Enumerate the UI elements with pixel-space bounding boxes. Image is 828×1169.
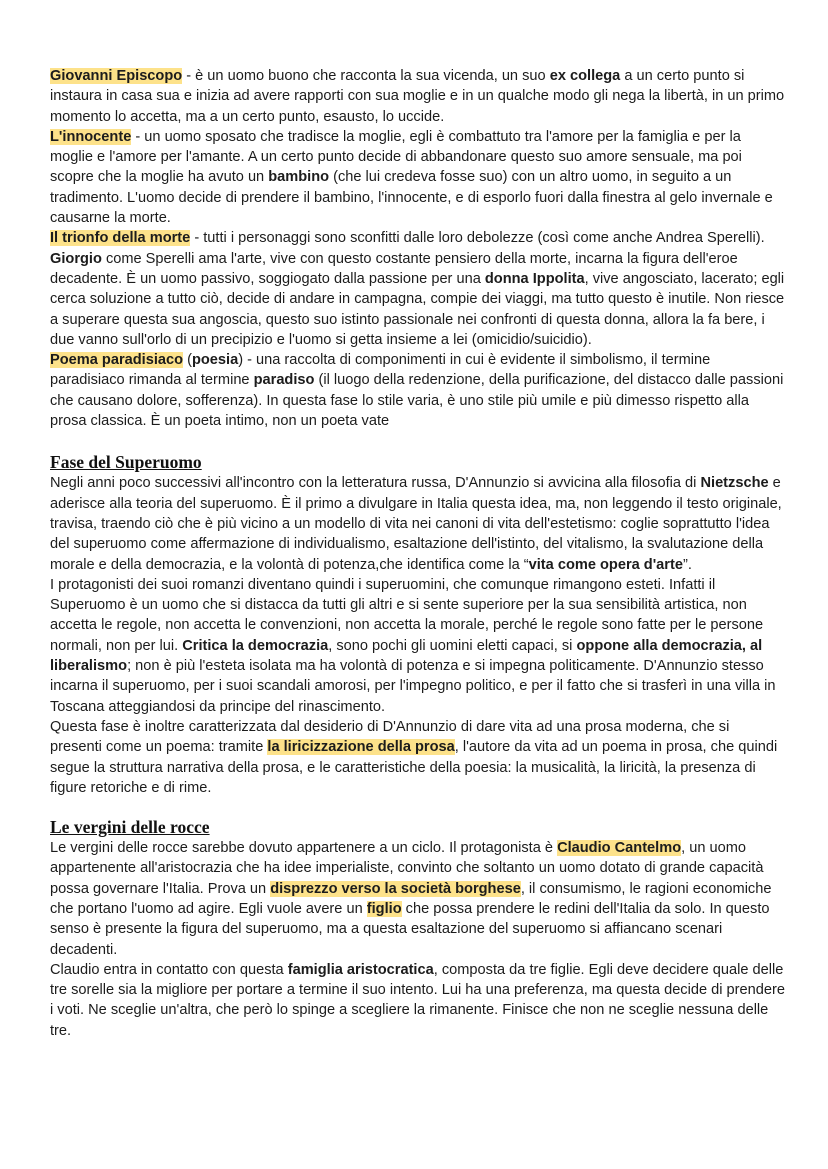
text-run: , il consumismo, le ragioni economiche che portano l'uomo ad agire. Egli vuole avere un [50, 880, 772, 917]
paragraph [50, 473, 785, 574]
text-run: Le vergini delle rocce sarebbe dovuto appartenere a un ciclo. Il protagonista è [50, 840, 558, 857]
section-body-vergini [50, 838, 785, 1041]
text-run: Negli anni poco successivi all'incontro con la letteratura russa, D'Annunzio si avvicina alla filosofia di [50, 475, 701, 492]
highlighted-term: Giovanni Episcopo [50, 68, 183, 84]
text-run: - tutti i personaggi sono sconfitti dalle loro debolezze (così come anche Andrea Sperelli). [190, 230, 765, 247]
highlighted-term: Claudio Cantelmo [557, 840, 682, 857]
bold-term: oppone alla democrazia, al liberalismo [50, 637, 763, 675]
bold-term: donna Ippolita [484, 270, 585, 287]
bold-term: Nietzsche [700, 475, 769, 492]
highlighted-term: L'innocente [50, 128, 132, 145]
text-run: ; non è più l'esteta isolata ma ha volontà di potenza e si impegna politicamente. D'Annunzio stesso incarna il superuomo, per i suoi scandali amorosi, per l'impegno politico, e per il fatto che si trasferì in una villa in Toscana atteggiandosi da principe del rinascimento. [50, 658, 776, 715]
text-run: , un uomo appartenente all'aristocrazia che ha idee imperialiste, convinto che soltanto un uomo dotato di grande capacità possa governare l'Italia. Prova un [50, 840, 764, 897]
section-title-vergini: Le vergini delle rocce [50, 817, 210, 838]
intro-block [50, 66, 785, 431]
text-run: come Sperelli ama l'arte, vive con questo costante pensiero della morte, incarna la figura dell'eroe decadente. È un uomo passivo, soggiogato dalla passione per una [50, 250, 738, 287]
paragraph [50, 717, 785, 798]
text-run: Questa fase è inoltre caratterizzata dal desiderio di D'Annunzio di dare vita ad una prosa moderna, che si presenti come un poema: tramite [50, 718, 730, 756]
bold-term: Critica la democrazia [182, 637, 329, 654]
text-run: Claudio entra in contatto con questa [50, 961, 288, 978]
text-run: , vive angosciato, lacerato; egli cerca soluzione a tutto ciò, decide di andare in campagna, compie dei viaggi, ma tutto questo è inutile. Non riesce a superare questa sua angoscia, questo suo istinto passionale nei confronti di questa donna, allora la fa bere, i due vanno sull'orlo di un precipizio e l'uomo si getta insieme a lei (omicidio/suicidio). [50, 270, 785, 348]
highlighted-term: la liricizzazione della prosa [267, 739, 455, 756]
paragraph [50, 127, 785, 228]
highlighted-term: Il trionfo della morte [50, 230, 191, 247]
text-run: , composta da tre figlie. Egli deve decidere quale delle tre sorelle sia la migliore per portare a termine il suo intento. Lui ha una preferenza, ma questa decide di prendere i voti. Ne sceglie un'altra, che però lo spinge a scegliere la rimanente. Finisce che non ne sceglie nessuna delle tre. [50, 961, 785, 1039]
paragraph [50, 66, 785, 127]
text-run: e aderisce alla teoria del superuomo. È il primo a divulgare in Italia questa idea, ma, non leggendo il testo originale, travisa, traendo ciò che è più vicino a un modello di vita nei canoni di vita dell'estetismo: coglie soprattutto l'idea del superuomo come affermazione di individualismo, esaltazione dell'istinto, del vitalismo, la svalutazione della morale e della democrazia, e la volontà di potenza,che identifica come la “ [50, 475, 782, 573]
text-run: (che lui credeva fosse suo) con un altro uomo, in seguito a un tradimento. L'uomo decide di prendere il bambino, l'innocente, e di esporlo fuori dalla finestra al gelo invernale e causarne la morte. [50, 169, 773, 227]
text-run: - un uomo sposato che tradisce la moglie, egli è combattuto tra l'amore per la famiglia e per la moglie e l'amore per l'amante. A un certo punto decide di abbandonare questo suo amore sensuale, ma poi scopre che la moglie ha avuto un [50, 128, 742, 186]
text-run: , sono pochi gli uomini eletti capaci, si [328, 637, 577, 654]
bold-term: vita come opera d'arte [528, 556, 683, 573]
highlighted-term: disprezzo verso la società borghese [270, 880, 521, 897]
bold-term: bambino [268, 169, 330, 186]
section-body-superuomo [50, 473, 785, 798]
bold-term: Giorgio [50, 250, 102, 267]
highlighted-term: figlio [366, 900, 402, 917]
text-run: ) - una raccolta di componimenti in cui è evidente il simbolismo, il termine paradisiaco rimanda al termine [50, 352, 711, 389]
text-run: a un certo punto si instaura in casa sua e inizia ad avere rapporti con sua moglie e in un qualche modo gli nega la libertà, in un primo momento lo accetta, ma a un certo punto, esausto, lo uccide. [50, 68, 785, 125]
bold-term: ex collega [549, 68, 621, 84]
bold-term: poesia [191, 352, 239, 369]
text-run: , l'autore da vita ad un poema in prosa, che quindi segue la struttura narrativa della prosa, e le caratteristiche della poesia: la musicalità, la liricità, la presenza di figure retoriche e di rime. [50, 739, 778, 796]
text-run: ( [183, 352, 192, 369]
bold-term: famiglia aristocratica [287, 961, 434, 978]
document-page [50, 66, 785, 1041]
highlighted-term: Poema paradisiaco [50, 352, 184, 369]
text-run: - è un uomo buono che racconta la sua vicenda, un suo [182, 68, 550, 84]
paragraph [50, 960, 785, 1041]
paragraph [50, 575, 785, 717]
section-title-superuomo: Fase del Superuomo [50, 452, 202, 473]
text-run: che possa prendere le redini dell'Italia da solo. In questo senso è presente la figura del superuomo, ma a questa esaltazione del superuomo si affiancano scenari decadenti. [50, 900, 770, 958]
text-run: ”. [682, 556, 692, 573]
bold-term: paradiso [253, 372, 315, 389]
text-run: I protagonisti dei suoi romanzi diventano quindi i superuomini, che comunque rimangono esteti. Infatti il Superuomo è un uomo che si distacca da tutti gli altri e si sente superiore per la sua sensibilità artistica, non accetta le regole, non accetta le convenzioni, non accetta la morale, perché le regole sono fatte per le persone normali, non per lui. [50, 576, 764, 654]
text-run: (il luogo della redenzione, della purificazione, del distacco dalle passioni che causano dolore, sofferenza). In questa fase lo stile varia, è uno stile più umile e più dimesso rispetto alla prosa classica. È un poeta intimo, non un poeta vate [50, 372, 784, 430]
paragraph [50, 838, 785, 960]
paragraph [50, 350, 785, 431]
paragraph [50, 228, 785, 350]
